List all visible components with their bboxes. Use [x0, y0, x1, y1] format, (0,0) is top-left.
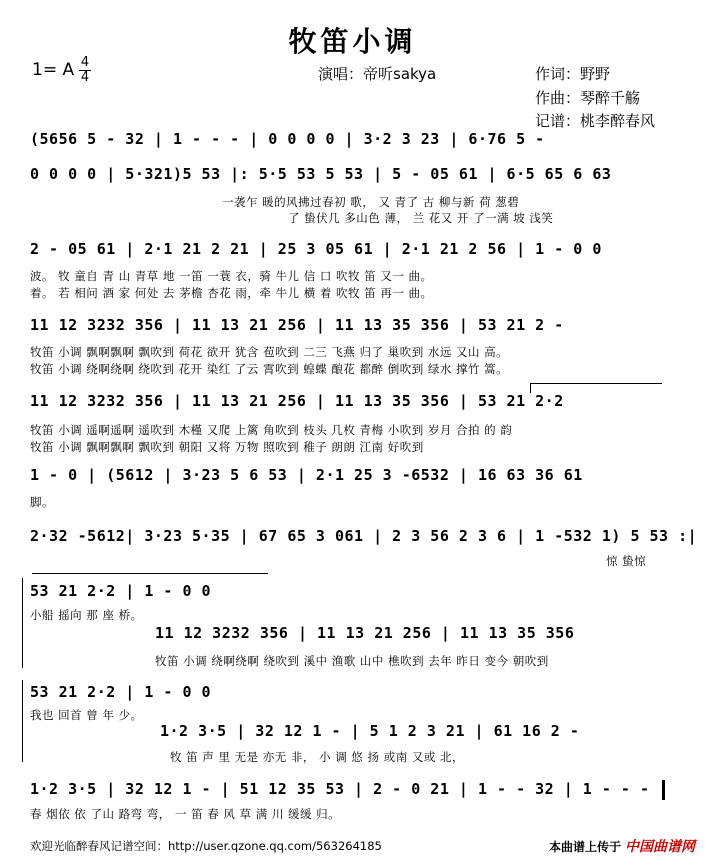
- lyric-line: 着。 若 相问 酒 家 何处 去 茅檐 杏花 雨，牵 牛儿 横 着 吹牧 笛 再一 曲。: [30, 286, 433, 300]
- lyric-line: 牧笛 小调 绕啊绕啊 绕吹到 溪中 渔歌 山中 樵吹到 去年 昨日 变今 朝吹到: [155, 654, 549, 668]
- notation-row: 11 12 3232 356 | 11 13 21 256 | 11 13 35 356 | 53 21 2 -: [30, 316, 564, 334]
- lyric-line: 牧笛 小调 飘啊飘啊 飘吹到 朝阳 又将 万物 照吹到 稚子 朗朗 江南 好吹到: [30, 440, 424, 454]
- notation-row: 11 12 3232 356 | 11 13 21 256 | 11 13 35 356: [155, 624, 575, 642]
- transcriber-credit: 记谱：桃李醉春风: [535, 112, 656, 130]
- system-bracket: [22, 680, 23, 762]
- notation-row: 11 12 3232 356 | 11 13 21 256 | 11 13 35 356 | 53 21 2·2: [30, 392, 564, 410]
- notation-row: (5656 5 - 32 | 1 - - - | 0 0 0 0 | 3·2 3 23 | 6·76 5 -: [30, 130, 545, 148]
- notation-row: 2 - 05 61 | 2·1 21 2 21 | 25 3 05 61 | 2·1 21 2 56 | 1 - 0 0: [30, 240, 602, 258]
- time-signature: 4 4: [80, 55, 90, 85]
- lyric-line: 脚。: [30, 495, 54, 509]
- lyric-line: 春 烟依 依 了山 路弯 弯， 一 笛 春 风 草 满 川 缓缓 归。: [30, 807, 341, 821]
- notation-row: 2·32 -5612| 3·23 5·35 | 67 65 3 061 | 2 3 56 2 3 6 | 1 -532 1) 5 53 :|: [30, 527, 698, 545]
- key-signature: 1= A: [32, 60, 75, 80]
- notation-row: 1·2 3·5 | 32 12 1 - | 51 12 35 53 | 2 - 0 21 | 1 - - 32 | 1 - - -: [30, 780, 650, 798]
- singer-credit: 演唱：帝听sakya: [318, 65, 437, 83]
- footer-credit: 欢迎光临醉春风记谱空间：http://user.qzone.qq.com/563264185: [30, 839, 382, 853]
- site-logo: 中国曲谱网: [625, 839, 695, 855]
- lyric-line: 我也 回首 曾 年 少。: [30, 708, 143, 722]
- system-bracket: [22, 578, 23, 668]
- composer-credit: 作曲：琴醉千觞: [535, 89, 641, 107]
- lyric-line: 牧 笛 声 里 无是 亦无 非， 小 调 悠 扬 或南 又或 北，: [170, 750, 465, 764]
- upload-text: 本曲谱上传于: [548, 840, 621, 854]
- lyric-line: 波。 牧 童自 青 山 青草 地 一笛 一蓑 衣，骑 牛儿 信 口 吹牧 笛 又一 曲。: [30, 269, 433, 283]
- lyric-line: 牧笛 小调 绕啊绕啊 绕吹到 花开 染红 了云 霄吹到 蝗蝶 酿花 都醉 倒吹到 绿水 撑竹 篙。: [30, 362, 509, 376]
- volta-bracket: [32, 573, 268, 574]
- notation-row: 53 21 2·2 | 1 - 0 0: [30, 582, 212, 600]
- lyricist-credit: 作词：野野: [535, 65, 611, 83]
- lyric-line: 了 蛰伏几 多山色 薄， 兰 花又 开 了一满 坡 浅笑: [288, 211, 554, 225]
- final-barline: [662, 780, 665, 800]
- score-title: 牧笛小调: [288, 25, 417, 58]
- site-stamp: [549, 836, 695, 856]
- notation-row: 53 21 2·2 | 1 - 0 0: [30, 683, 212, 701]
- notation-row: 1 - 0 | (5612 | 3·23 5 6 53 | 2·1 25 3 -6532 | 16 63 36 61: [30, 466, 583, 484]
- lyric-line: 一袭乍 暖的风拂过春初 歌， 又 青了 古 柳与新 荷 葱碧: [222, 195, 520, 209]
- lyric-line: 牧笛 小调 飘啊飘啊 飘吹到 荷花 欲开 犹含 苞吹到 二三 飞燕 归了 巢吹到 水远 又山 高。: [30, 345, 509, 359]
- lyric-line: 牧笛 小调 遥啊遥啊 遥吹到 木槿 又爬 上篱 角吹到 枝头 几枚 青梅 小吹到 岁月 合拍 的 韵: [30, 423, 513, 437]
- lyric-line: 惊 蛰惊: [606, 554, 647, 568]
- notation-row: 0 0 0 0 | 5·321)5 53 |: 5·5 53 5 53 | 5 - 05 61 | 6·5 65 6 63: [30, 165, 612, 183]
- lyric-line: 小船 摇向 那 座 桥。: [30, 608, 143, 622]
- volta-bracket: [530, 383, 662, 384]
- notation-row: 1·2 3·5 | 32 12 1 - | 5 1 2 3 21 | 61 16 2 -: [160, 722, 580, 740]
